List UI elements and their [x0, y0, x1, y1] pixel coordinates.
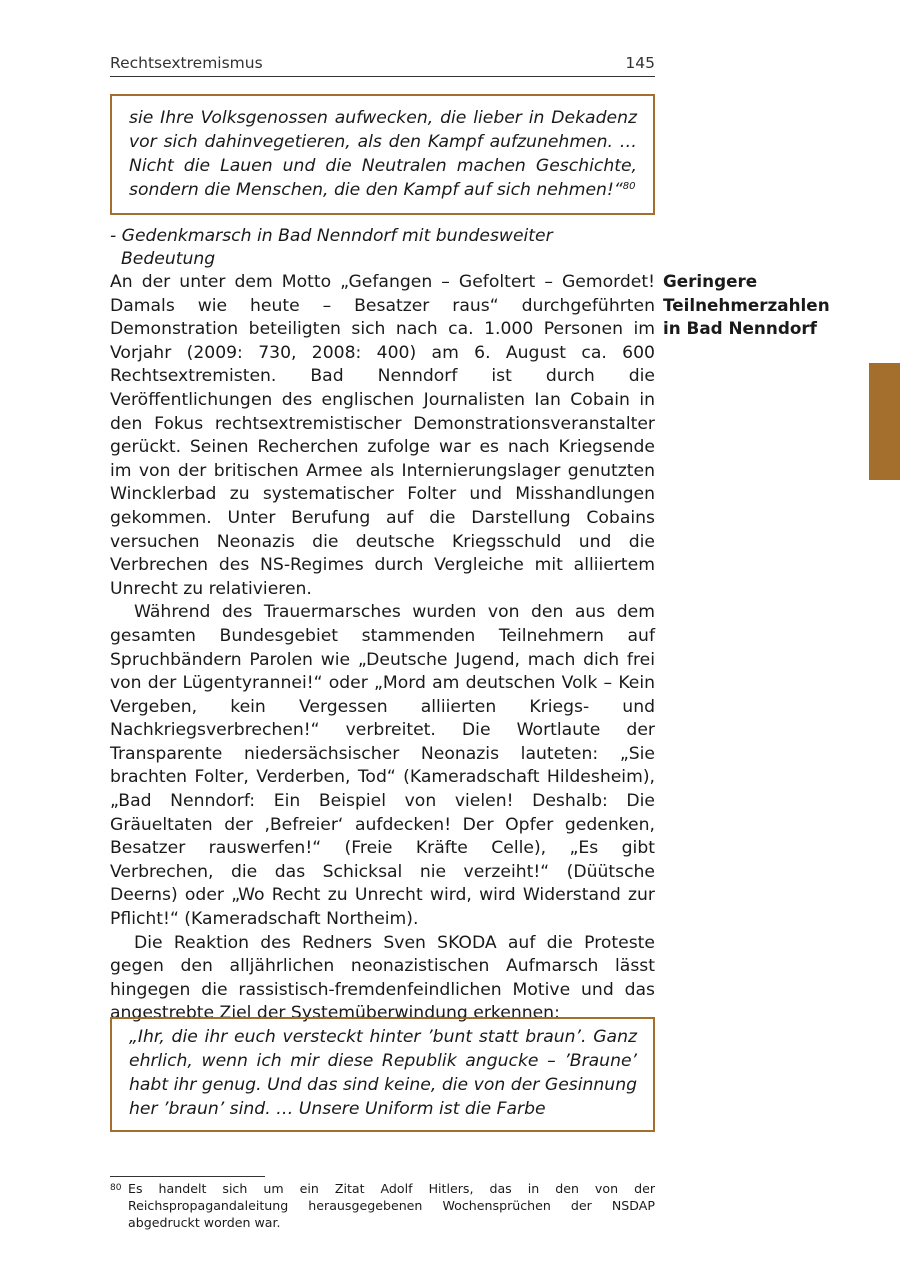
paragraph-3: Die Reaktion des Redners Sven SKODA auf die Proteste gegen den alljährlichen neonazistischen Aufmarsch lässt hingegen die rassistisch-fremdenfeindlichen Motive und das angestrebte Ziel der Systemüberwindung erkennen: — [110, 932, 655, 1024]
section-subheading: - Gedenkmarsch in Bad Nenndorf mit bundesweiter Bedeutung — [110, 226, 553, 269]
page-number: 145 — [625, 54, 655, 72]
footnote — [110, 1180, 655, 1231]
body-text — [110, 271, 655, 1026]
running-title: Rechtsextremismus — [110, 54, 263, 72]
paragraph-1: An der unter dem Motto „Gefangen – Gefoltert – Gemordet! Damals wie heute – Besatzer raus“ durchgeführten Demonstration beteiligten sich nach ca. 1.000 Personen im Vorjahr (2009: 730, 2008: 400) am 6. August ca. 600 Rechtsextremisten. Bad Nenndorf ist durch die Veröffentlichungen des englischen Journalisten Ian Cobain in den Fokus rechtsextremistischer Demonstrationsveranstalter gerückt. Seinen Recherchen zufolge war es nach Kriegsende im von der britischen Armee als Internierungslager genutzten Wincklerbad zu systematischer Folter und Misshandlungen gekommen. Unter Berufung auf die Darstellung Cobains versuchen Neonazis die deutsche Kriegsschuld und die Verbrechen des NS-Regimes durch Vergleiche mit alliiertem Unrecht zu relativieren. — [110, 272, 655, 599]
chapter-tab-marker — [869, 363, 900, 480]
running-header — [110, 52, 655, 77]
quote-box-bottom — [110, 1017, 655, 1132]
paragraph-2: Während des Trauermarsches wurden von den aus dem gesamten Bundesgebiet stammenden Teilnehmern auf Spruchbändern Parolen wie „Deutsche Jugend, mach dich frei von der Lügentyrannei!“ oder „Mord am deutschen Volk – Kein Vergeben, kein Vergessen alliierten Kriegs- und Nachkriegsverbrechen!“ verbreitet. Die Wortlaute der Transparente niedersächsischer Neonazis lauteten: „Sie brachten Folter, Verderben, Tod“ (Kameradschaft Hildesheim), „Bad Nenndorf: Ein Beispiel von vielen! Deshalb: Die Gräueltaten der ‚Befreier‘ aufdecken! Der Opfer gedenken, Besatzer rauswerfen!“ (Freie Kräfte Celle), „Es gibt Verbrechen, die das Schicksal nie verzeiht!“ (Düütsche Deerns) oder „Wo Recht zu Unrecht wird, wird Widerstand zur Pflicht!“ (Kameradschaft Northeim). — [110, 602, 655, 930]
margin-note: Geringere Teilnehmerzahlen in Bad Nenndorf — [663, 271, 830, 338]
footnote-reference: 80 — [622, 180, 636, 192]
footnote-divider — [110, 1176, 265, 1177]
quote-bottom-text: „Ihr, die ihr euch versteckt hinter ’bunt statt braun’. Ganz ehrlich, wenn ich mir diese Republik angucke – ’Braune’ habt ihr genug. Und das sind keine, die von der Gesinnung her ’braun’ sind. … Unsere Uniform ist die Farbe — [129, 1027, 637, 1119]
footnote-number: 80 — [110, 1183, 122, 1193]
quote-top-text: sie Ihre Volksgenossen aufwecken, die lieber in Dekadenz vor sich dahinvegetieren, als den Kampf aufzunehmen. … Nicht die Lauen und die Neutralen machen Geschichte, sondern die Menschen, die den Kampf auf sich nehmen!“ — [129, 108, 637, 200]
quote-box-top — [110, 94, 655, 215]
footnote-text: Es handelt sich um ein Zitat Adolf Hitlers, das in den von der Reichspropagandaleitung herausgegebenen Wochensprüchen der NSDAP abgedruckt worden war. — [128, 1181, 655, 1230]
